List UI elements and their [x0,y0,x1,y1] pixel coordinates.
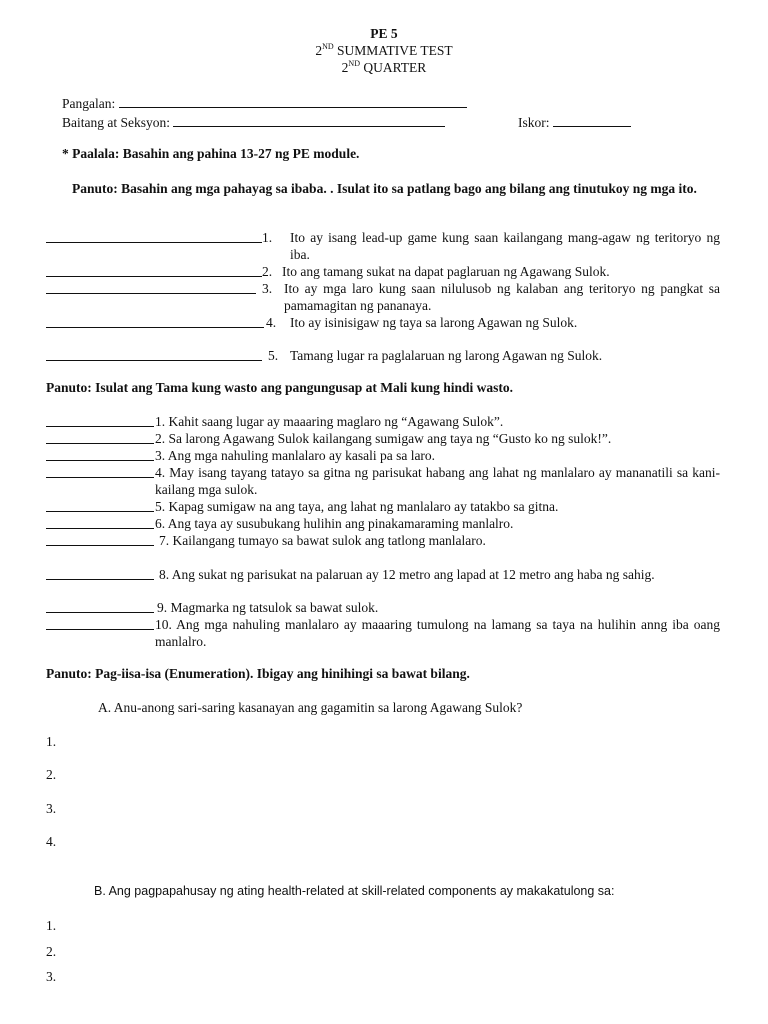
answer-blank[interactable] [46,498,154,512]
answer-number: 2. [46,944,57,959]
part2-instruction: Panuto: Isulat ang Tama kung wasto ang pangungusap at Mali kung hindi wasto. [46,380,514,395]
subject-label: PE 5 [370,26,398,41]
part3-instruction: Panuto: Pag-iisa-isa (Enumeration). Ibigay ang hinihingi sa bawat bilang. [46,666,470,681]
answer-blank[interactable] [46,413,154,427]
subject-title [0,25,768,42]
reminder-note: * Paalala: Basahin ang pahina 13-27 ng PE module. [62,146,360,161]
part1-item: 5. Tamang lugar ra paglalaruan ng larong Agawan ng Sulok. [46,347,720,364]
answer-blank[interactable] [46,347,262,361]
grade-section-label: Baitang at Seksyon: [62,115,170,130]
part2-item: 10. Ang mga nahuling manlalaro ay maaaring tumulong na lamang sa taya na hulihin anng iba oang manlalro. [46,616,720,650]
test-title: 2ND SUMMATIVE TEST [315,42,453,58]
part1-item: 3. Ito ay mga laro kung saan nilulusob ng kalaban ang teritoryo ng pangkat sa pamamagitan ng pananaya. [46,280,720,314]
part2-item: 2. Sa larong Agawang Sulok kailangang sumigaw ang taya ng “Gusto ko ng sulok!”. [46,430,720,447]
score-label: Iskor: [518,115,550,130]
answer-blank[interactable] [46,515,154,529]
name-field [62,94,467,112]
part2-item: 1. Kahit saang lugar ay maaaring maglaro ng “Agawang Sulok”. [46,413,720,430]
grade-section-field [62,113,445,131]
answer-number: 1. [46,918,57,933]
answer-blank[interactable] [46,263,262,277]
answer-number: 1. [46,734,57,749]
grade-section-input-line[interactable] [173,113,445,127]
answer-number: 3. [46,801,57,816]
part2-item: 7. Kailangang tumayo sa bawat sulok ang tatlong manlalaro. [46,532,720,549]
part2-item: 3. Ang mga nahuling manlalaro ay kasali pa sa laro. [46,447,720,464]
part2-item: 4. May isang tayang tatayo sa gitna ng parisukat habang ang lahat ng manlalaro ay mananatili sa kani-kailang mga sulok. [46,464,720,498]
part1-item: 4. Ito ay isinisigaw ng taya sa larong Agawan ng Sulok. [46,314,720,331]
part2-item: 8. Ang sukat ng parisukat na palaruan ay 12 metro ang lapad at 12 metro ang haba ng sahig. [46,566,720,600]
name-label: Pangalan: [62,96,116,111]
answer-blank[interactable] [46,616,154,630]
answer-blank[interactable] [46,532,154,546]
answer-blank[interactable] [46,447,154,461]
part1-item: 2. Ito ang tamang sukat na dapat paglaruan ng Agawang Sulok. [46,263,720,280]
answer-blank[interactable] [46,566,154,580]
part1-item: 1. Ito ay isang lead-up game kung saan kailangang mang-agaw ng teritoryo ng iba. [46,229,720,263]
answer-blank[interactable] [46,280,256,294]
answer-blank[interactable] [46,229,262,243]
question-b: B. Ang pagpapahusay ng ating health-related at skill-related components ay makakatulong sa: [94,884,615,898]
answer-blank[interactable] [46,599,154,613]
question-a: A. Anu-anong sari-saring kasanayan ang gagamitin sa larong Agawang Sulok? [98,700,523,715]
answer-blank[interactable] [46,464,154,478]
answer-number: 2. [46,767,57,782]
name-input-line[interactable] [119,94,467,108]
answer-blank[interactable] [46,314,264,328]
part2-item: 6. Ang taya ay susubukang hulihin ang pinakamaraming manlalro. [46,515,720,532]
part1-instruction: Panuto: Basahin ang mga pahayag sa ibaba. . Isulat ito sa patlang bago ang bilang ang tinutukoy ng mga ito. [72,181,697,196]
answer-blank[interactable] [46,430,154,444]
score-input-line[interactable] [553,113,631,127]
answer-number: 3. [46,969,57,984]
score-field [518,113,631,131]
part2-item: 9. Magmarka ng tatsulok sa bawat sulok. [46,599,720,616]
quarter-title: 2ND QUARTER [341,59,427,75]
answer-number: 4. [46,834,57,849]
part2-item: 5. Kapag sumigaw na ang taya, ang lahat ng manlalaro ay tatakbo sa gitna. [46,498,720,515]
